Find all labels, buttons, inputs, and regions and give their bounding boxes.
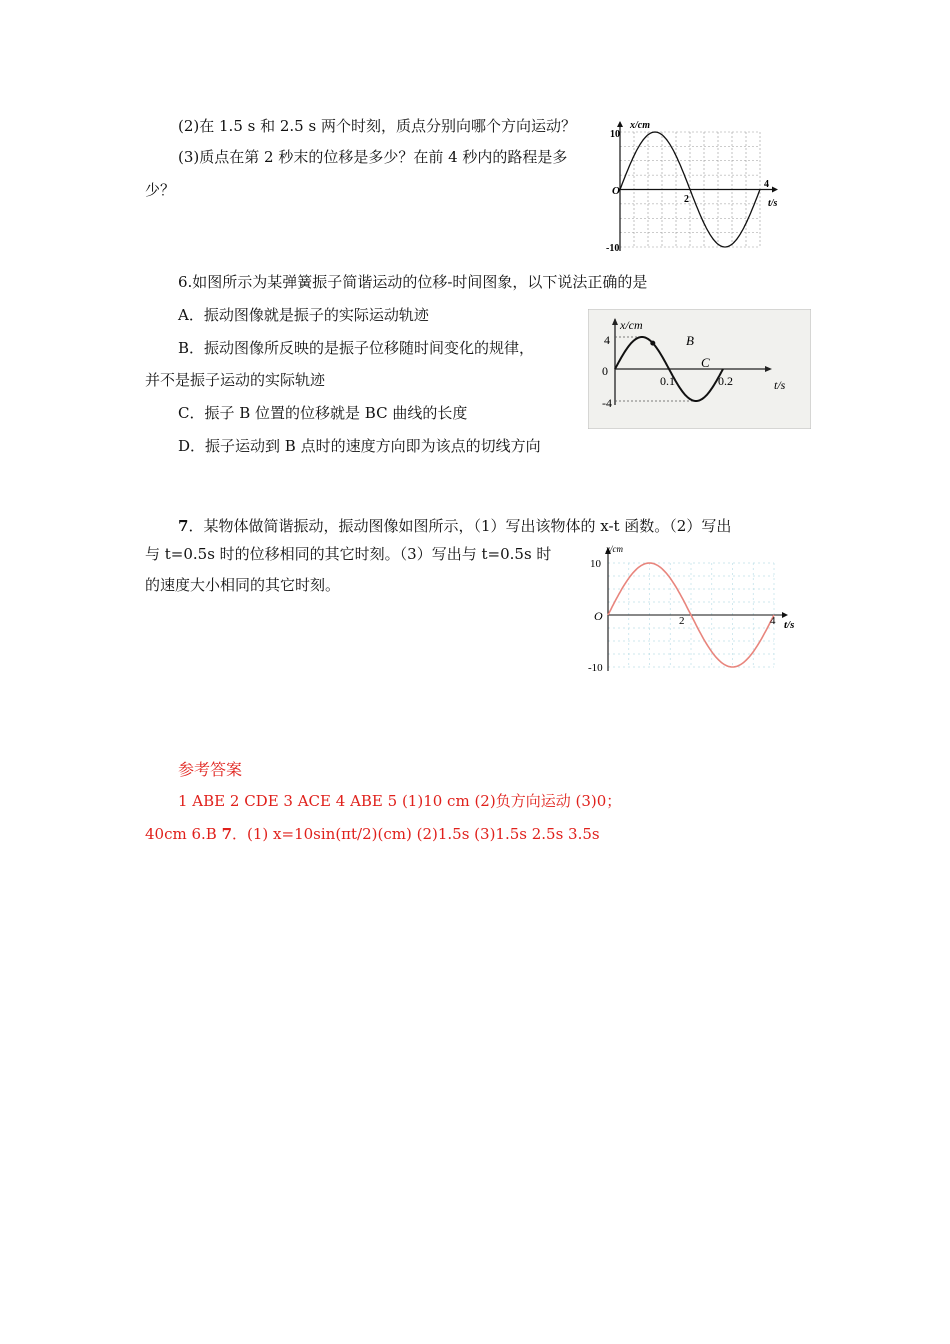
q7-line3: 的速度大小相同的其它时刻。 (145, 576, 341, 594)
y-tick-label-neg4: -4 (602, 396, 612, 410)
point-label-c: C (701, 355, 710, 370)
q6-option-b: B．振动图像所反映的是振子位移随时间变化的规律， (178, 339, 535, 357)
q7-number: 7 (178, 517, 189, 535)
answers-line2-a: 40cm 6.B (145, 825, 222, 843)
q5-part3-cont: 少？ (145, 181, 176, 199)
x-tick-label-0.2: 0.2 (718, 374, 733, 388)
x-axis-label: t/s (784, 619, 795, 631)
x-tick-label-2: 2 (684, 194, 689, 205)
answers-line2-b: ．(1) x=10sin(πt/2)(cm) (2)1.5s (3)1.5s 2.5s 3.5s (232, 825, 600, 843)
q6-chart (588, 309, 811, 429)
q6-option-c: C．振子 B 位置的位移就是 BC 曲线的长度 (178, 404, 468, 422)
answers-heading: 参考答案 (178, 760, 243, 779)
answers-line2 (145, 824, 600, 844)
x-axis-arrow (782, 612, 788, 618)
origin-label: O (612, 185, 620, 197)
q7-line2: 与 t=0.5s 时的位移相同的其它时刻。（3）写出与 t=0.5s 时 (145, 545, 552, 563)
point-b-marker (650, 341, 655, 346)
y-tick-label-10: 10 (610, 129, 620, 140)
x-axis-arrow (772, 187, 778, 193)
y-tick-label-4: 4 (604, 333, 610, 347)
x-tick-label-4: 4 (770, 615, 776, 627)
x-tick-label-2: 2 (679, 615, 685, 627)
y-tick-label-10: 10 (590, 558, 601, 570)
q6-stem: 6.如图所示为某弹簧振子简谐运动的位移-时间图象，以下说法正确的是 (178, 273, 648, 291)
y-tick-label-neg10: -10 (606, 243, 620, 254)
origin-label: O (594, 609, 603, 623)
answers-q7-number: 7 (221, 825, 233, 843)
q6-option-d: D．振子运动到 B 点时的速度方向即为该点的切线方向 (178, 437, 541, 455)
x-tick-label-4: 4 (764, 179, 769, 190)
y-axis-label: x/cm (630, 120, 650, 131)
q7-chart (586, 543, 804, 678)
q6-option-b-cont: 并不是振子运动的实际轨迹 (145, 371, 326, 389)
q5-part2: (2)在 1.5 s 和 2.5 s 两个时刻，质点分别向哪个方向运动？ (178, 117, 576, 135)
y-axis-label: x/cm (606, 544, 623, 554)
x-axis-label: t/s (774, 378, 786, 392)
y-axis-arrow (617, 121, 623, 127)
x-tick-label-0.1: 0.1 (660, 374, 675, 388)
q5-part3: (3)质点在第 2 秒末的位移是多少？在前 4 秒内的路程是多 (178, 148, 568, 166)
chart-axes (617, 121, 778, 251)
answers-line1: 1 ABE 2 CDE 3 ACE 4 ABE 5 (1)10 cm (2)负方向运动 (3)0； (178, 792, 622, 810)
origin-label: 0 (602, 364, 608, 378)
chart-axes (605, 547, 788, 671)
point-label-b: B (686, 333, 694, 348)
q6-option-a: A．振动图像就是振子的实际运动轨迹 (178, 306, 429, 324)
q5-chart (596, 118, 791, 260)
q7-line1-text: ．某物体做简谐振动，振动图像如图所示，（1）写出该物体的 x-t 函数。（2）写出 (188, 517, 732, 535)
y-axis-label: x/cm (620, 318, 643, 332)
x-axis-label: t/s (768, 198, 778, 209)
q7-line1 (178, 516, 731, 536)
y-tick-label-neg10: -10 (588, 662, 603, 674)
